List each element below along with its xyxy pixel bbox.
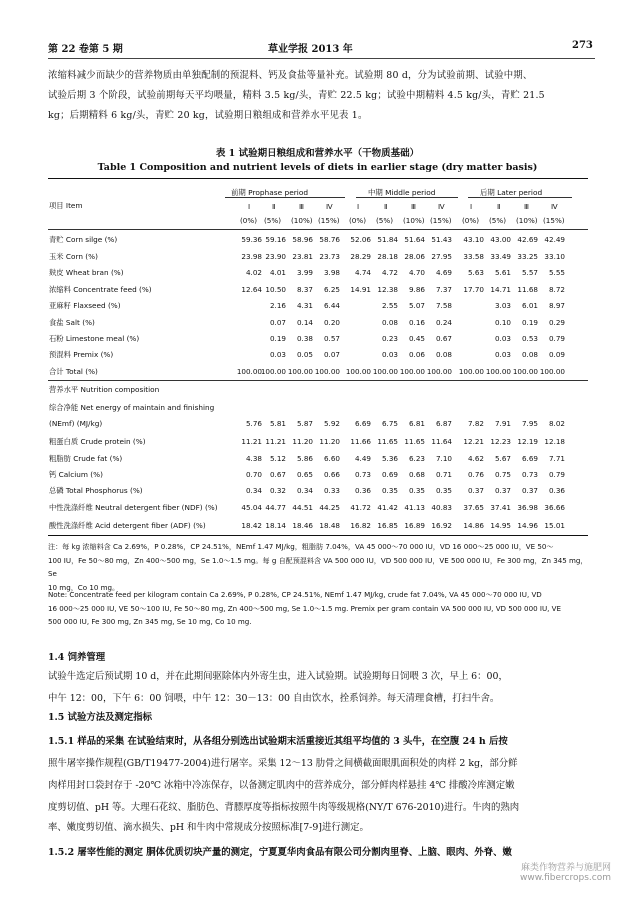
table-cell: 0.37 (521, 486, 538, 495)
table-cell: 4.70 (408, 268, 425, 277)
journal-volume: 第 22 卷第 5 期 (48, 44, 123, 55)
table-cell: 5.12 (269, 454, 286, 463)
table-cell: 6.23 (408, 454, 425, 463)
table-cell: 0.66 (323, 470, 340, 479)
table-cell: 5.36 (381, 454, 398, 463)
table-cell: 0.03 (381, 350, 398, 359)
table-cell: 42.69 (517, 235, 538, 244)
table-cell: 100.00 (314, 367, 340, 376)
table-cell: 100.00 (287, 367, 313, 376)
period-header: 后期 Later period (480, 188, 543, 197)
period-underline (468, 197, 572, 198)
item-header: 项目 Item (49, 201, 83, 210)
table-bottom-rule (48, 535, 588, 536)
table-cell: 4.38 (245, 454, 262, 463)
table-cell: 0.29 (548, 318, 565, 327)
table-cell: 16.82 (350, 521, 371, 530)
table-cell: 43.00 (490, 235, 511, 244)
table-cell: 23.73 (319, 252, 340, 261)
table-cell: 0.07 (269, 318, 286, 327)
body-line: 1.5.1 样品的采集 在试验结束时，从各组分别选出试验期末活重接近其组平均值的 3 头牛，在空腹 24 h 后按 (48, 736, 508, 747)
table-cell: 12.19 (517, 437, 538, 446)
table-cell: 0.03 (494, 350, 511, 359)
table-cell: 18.42 (241, 521, 262, 530)
table-cell: 0.08 (381, 318, 398, 327)
table-cell: 11.66 (350, 437, 371, 446)
group-percent: (15%) (543, 216, 565, 225)
table-cell: 15.01 (544, 521, 565, 530)
body-line: 试验牛选定后预试期 10 d，并在此期间驱除体内外寄生虫，进入试验期。试验期每日饲喂 3 次，早上 6：00， (48, 671, 508, 682)
group-percent: (15%) (430, 216, 452, 225)
table-cell: 0.14 (296, 318, 313, 327)
table-cell: 100.00 (485, 367, 511, 376)
note-line: 100 IU，Fe 50～80 mg，Zn 400～500 mg，Se 1.0～1.5 mg。每 g 自配预混料含 VA 500 000 IU，VD 500 000 IU，VE 500 000 IU，Fe 300 mg，Zn 345 mg，Se (48, 555, 588, 578)
table-cell: 6.81 (408, 419, 425, 428)
note-line: Note: Concentrate feed per kilogram contain Ca 2.69%, P 0.28%, CP 24.51%, NEmf 1.47 MJ/kg, crude fat 7.04%, VA 45 000～70 000 IU, VD (48, 590, 542, 599)
group-percent: (0%) (462, 216, 480, 225)
table-cell: 5.76 (245, 419, 262, 428)
table-cell: 42.49 (544, 235, 565, 244)
table-cell: 0.53 (521, 334, 538, 343)
note-en (48, 588, 593, 629)
note-line: 16 000～25 000 IU, VE 50～100 IU, Fe 50～80 mg, Zn 400～500 mg, Se 1.0～1.5 mg. Premix per gram contain VA 500 000 IU, VD 500 000 IU, VE (48, 603, 561, 613)
table-cell: 11.64 (431, 437, 452, 446)
table-cell: 0.20 (323, 318, 340, 327)
table-row-label: 预混料 Premix (%) (49, 350, 114, 359)
intro-line: 浓缩料减少而缺少的营养物质由单独配制的预混料、钙及食盐等量补充。试验期 80 d，分为试验前期、试验中期、 (48, 70, 533, 81)
table-cell: 0.03 (269, 350, 286, 359)
table-cell: 0.37 (467, 486, 484, 495)
table-cell: 33.58 (463, 252, 484, 261)
table-cell: 0.79 (548, 470, 565, 479)
body-line: 1.5.2 屠宰性能的测定 胴体优质切块产量的测定，宁夏夏华肉食品有限公司分割肉里脊、上脑、眼肉、外脊、嫩 (48, 847, 512, 858)
table-cell: 41.42 (377, 503, 398, 512)
table-row-label: 浓缩料 Concentrate feed (%) (49, 285, 152, 294)
table-cell: 59.16 (265, 235, 286, 244)
table-cell: 44.25 (319, 503, 340, 512)
table-cell: 23.90 (265, 252, 286, 261)
table-cell: 2.16 (269, 301, 286, 310)
table-cell: 8.37 (296, 285, 313, 294)
table-cell: 12.38 (377, 285, 398, 294)
table-cell: 16.92 (431, 521, 452, 530)
table-cell: 5.87 (296, 419, 313, 428)
table-cell: 10.50 (265, 285, 286, 294)
group-numeral: Ⅰ (470, 202, 473, 211)
table-cell: 14.96 (517, 521, 538, 530)
table-row-label: 综合净能 Net energy of maintain and finishing (49, 403, 215, 412)
table-cell: 0.32 (269, 486, 286, 495)
table-cell: 100.00 (458, 367, 484, 376)
section-heading: 1.5 试验方法及测定指标 (48, 712, 152, 723)
table-cell: 0.38 (296, 334, 313, 343)
group-numeral: Ⅳ (438, 202, 445, 211)
table-cell: 11.21 (241, 437, 262, 446)
table-cell: 28.29 (350, 252, 371, 261)
group-percent: (10%) (516, 216, 538, 225)
table-cell: 37.65 (463, 503, 484, 512)
table-cell: 8.02 (548, 419, 565, 428)
table-cell: 4.69 (435, 268, 452, 277)
table-cell: 0.73 (521, 470, 538, 479)
watermark-url: www.fibercrops.com (520, 873, 611, 883)
table-cell: 5.55 (548, 268, 565, 277)
table-cell: 12.18 (544, 437, 565, 446)
table-cell: 100.00 (512, 367, 538, 376)
table-cell: 4.62 (467, 454, 484, 463)
table-cell: 4.72 (381, 268, 398, 277)
table-cell: 6.87 (435, 419, 452, 428)
body-line: 度剪切值、pH 等。大理石花纹、脂肪色、背膘厚度等指标按照牛肉等级规格(NY/T 676-2010)进行。牛肉的熟肉 (48, 802, 520, 813)
table-cell: 6.69 (354, 419, 371, 428)
table-row-label: 营养水平 Nutrition composition (49, 385, 160, 394)
header-rule (48, 58, 595, 59)
group-percent: (15%) (318, 216, 340, 225)
table-cell: 14.71 (490, 285, 511, 294)
group-numeral: Ⅲ (299, 202, 304, 211)
table-cell: 0.45 (408, 334, 425, 343)
table-cell: 6.44 (323, 301, 340, 310)
table-cell: 100.00 (399, 367, 425, 376)
table-cell: 5.63 (467, 268, 484, 277)
table-top-rule (48, 178, 588, 179)
body-line: 率、嫩度剪切值、滴水损失、pH 和牛肉中常规成分按照标准[7-9]进行测定。 (48, 822, 369, 833)
table-cell: 7.58 (435, 301, 452, 310)
table-cell: 51.64 (404, 235, 425, 244)
note-cn (48, 540, 593, 594)
period-underline (356, 197, 458, 198)
table-cell: 33.49 (490, 252, 511, 261)
table-row-label: 中性洗涤纤维 Neutral detergent fiber (NDF) (%) (49, 503, 218, 512)
table-cell: 59.36 (241, 235, 262, 244)
table-cell: 23.98 (241, 252, 262, 261)
table-cell: 3.98 (323, 268, 340, 277)
table-cell: 0.05 (296, 350, 313, 359)
table-cell: 0.57 (323, 334, 340, 343)
table-cell: 51.43 (431, 235, 452, 244)
table-row-label: 合计 Total (%) (49, 367, 98, 376)
total-rule (48, 380, 588, 381)
group-numeral: Ⅰ (357, 202, 360, 211)
table-cell: 40.83 (431, 503, 452, 512)
table-cell: 2.55 (381, 301, 398, 310)
table-cell: 7.82 (467, 419, 484, 428)
intro-paragraph (48, 66, 588, 126)
table-cell: 44.77 (265, 503, 286, 512)
table-cell: 0.23 (381, 334, 398, 343)
table-cell: 0.24 (435, 318, 452, 327)
table-row-label: 粗脂肪 Crude fat (%) (49, 454, 123, 463)
table-cell: 58.76 (319, 235, 340, 244)
table-cell: 18.48 (319, 521, 340, 530)
table-cell: 5.86 (296, 454, 313, 463)
table-cell: 7.91 (494, 419, 511, 428)
group-numeral: Ⅳ (551, 202, 558, 211)
table-cell: 0.71 (435, 470, 452, 479)
table-cell: 44.51 (292, 503, 313, 512)
table-cell: 0.08 (435, 350, 452, 359)
table-cell: 28.06 (404, 252, 425, 261)
table-cell: 0.06 (408, 350, 425, 359)
table-cell: 8.72 (548, 285, 565, 294)
table-cell: 0.08 (521, 350, 538, 359)
table-cell: 7.37 (435, 285, 452, 294)
group-numeral: Ⅱ (384, 202, 388, 211)
table-cell: 0.16 (408, 318, 425, 327)
table-cell: 6.75 (381, 419, 398, 428)
table-cell: 33.25 (517, 252, 538, 261)
table-cell: 0.35 (381, 486, 398, 495)
page-number: 273 (572, 40, 593, 51)
table-cell: 100.00 (345, 367, 371, 376)
table-cell: 0.19 (269, 334, 286, 343)
watermark-cn: 麻类作物营养与施肥网 (520, 863, 611, 873)
table-cell: 17.70 (463, 285, 484, 294)
table-cell: 12.23 (490, 437, 511, 446)
table-cell: 0.03 (494, 334, 511, 343)
table-cell: 11.20 (319, 437, 340, 446)
note-line: 10 mg，Co 10 mg。 (48, 582, 120, 592)
table-cell: 5.92 (323, 419, 340, 428)
table-cell: 4.74 (354, 268, 371, 277)
table-row-label: 酸性洗涤纤维 Acid detergent fiber (ADF) (%) (49, 521, 206, 530)
table-cell: 18.14 (265, 521, 286, 530)
table-cell: 33.10 (544, 252, 565, 261)
table-cell: 0.76 (467, 470, 484, 479)
table-cell: 41.72 (350, 503, 371, 512)
table-cell: 6.60 (323, 454, 340, 463)
table-cell: 5.67 (494, 454, 511, 463)
table-cell: 0.36 (548, 486, 565, 495)
body-line: 中午 12：00，下午 6：00 饲喂，中午 12：30－13：00 自由饮水，拴系饲养。每天清理食槽，打扫牛舍。 (48, 693, 500, 704)
note-line: 500 000 IU, Fe 300 mg, Zn 345 mg, Se 10 mg, Co 10 mg. (48, 617, 252, 626)
table-cell: 0.37 (494, 486, 511, 495)
period-header: 前期 Prophase period (231, 188, 309, 197)
table-row-label: 钙 Calcium (%) (49, 470, 103, 479)
group-numeral: Ⅱ (272, 202, 276, 211)
table-cell: 0.07 (323, 350, 340, 359)
table-row-label: 总磷 Total Phosphorus (%) (49, 486, 143, 495)
table-cell: 0.75 (494, 470, 511, 479)
section-heading: 1.4 饲养管理 (48, 652, 106, 663)
table-cell: 11.65 (404, 437, 425, 446)
group-percent: (10%) (291, 216, 313, 225)
table-cell: 16.85 (377, 521, 398, 530)
table-cell: 5.61 (494, 268, 511, 277)
table-cell: 14.95 (490, 521, 511, 530)
table-cell: 0.73 (354, 470, 371, 479)
table-row-label: 青贮 Corn silge (%) (49, 235, 118, 244)
table-cell: 0.68 (408, 470, 425, 479)
table-cell: 8.97 (548, 301, 565, 310)
table-cell: 0.35 (408, 486, 425, 495)
table-cell: 14.91 (350, 285, 371, 294)
period-header: 中期 Middle period (368, 188, 436, 197)
table-cell: 0.65 (296, 470, 313, 479)
table-cell: 100.00 (236, 367, 262, 376)
body-line: 肉样用封口袋封存于 -20℃ 冰箱中冷冻保存，以备测定肌肉中的营养成分，部分鲜肉样悬挂 4℃ 排酸冷库测定嫩 (48, 780, 515, 791)
table-cell: 11.21 (265, 437, 286, 446)
group-percent: (5%) (489, 216, 507, 225)
group-numeral: Ⅲ (524, 202, 529, 211)
table-cell: 4.02 (245, 268, 262, 277)
table-cell: 9.86 (408, 285, 425, 294)
table-cell: 0.34 (296, 486, 313, 495)
table-cell: 0.69 (381, 470, 398, 479)
table-cell: 6.01 (521, 301, 538, 310)
table-cell: 100.00 (426, 367, 452, 376)
table-row-label: 麸皮 Wheat bran (%) (49, 268, 124, 277)
table-cell: 36.66 (544, 503, 565, 512)
table-row-label: (NEmf) (MJ/kg) (49, 419, 103, 428)
group-percent: (0%) (349, 216, 367, 225)
table-cell: 52.06 (350, 235, 371, 244)
table-cell: 11.65 (377, 437, 398, 446)
table-cell: 3.99 (296, 268, 313, 277)
table-cell: 11.68 (517, 285, 538, 294)
table-cell: 36.98 (517, 503, 538, 512)
table-cell: 0.09 (548, 350, 565, 359)
table-cell: 14.86 (463, 521, 484, 530)
table-cell: 0.36 (354, 486, 371, 495)
table-cell: 41.13 (404, 503, 425, 512)
table-cell: 7.71 (548, 454, 565, 463)
table-cell: 3.03 (494, 301, 511, 310)
table-cell: 0.67 (269, 470, 286, 479)
period-underline (225, 197, 345, 198)
table-cell: 18.46 (292, 521, 313, 530)
table-cell: 4.31 (296, 301, 313, 310)
table-cell: 100.00 (372, 367, 398, 376)
table-cell: 0.79 (548, 334, 565, 343)
group-numeral: Ⅲ (411, 202, 416, 211)
intro-line: 试验后期 3 个阶段，试验前期每天平均喂量，精料 3.5 kg/头，青贮 22.5 kg；试验中期精料 4.5 kg/头，青贮 21.5 (48, 90, 545, 101)
table-cell: 43.10 (463, 235, 484, 244)
table-caption-en: Table 1 Composition and nutrient levels of diets in earlier stage (dry matter basis) (97, 162, 538, 173)
intro-line: kg；后期精料 6 kg/头，青贮 20 kg，试验期日粮组成和营养水平见表 1。 (48, 110, 368, 121)
table-cell: 12.64 (241, 285, 262, 294)
table-cell: 0.67 (435, 334, 452, 343)
table-row-label: 粗蛋白质 Crude protein (%) (49, 437, 146, 446)
table-row-label: 食盐 Salt (%) (49, 318, 95, 327)
note-line: 注：每 kg 浓缩料含 Ca 2.69%，P 0.28%，CP 24.51%，NEmf 1.47 MJ/kg，粗脂肪 7.04%，VA 45 000～70 000 IU，VD 16 000～25 000 IU，VE 50～ (48, 542, 554, 551)
group-percent: (0%) (240, 216, 258, 225)
table-cell: 16.89 (404, 521, 425, 530)
table-cell: 27.95 (431, 252, 452, 261)
table-cell: 6.25 (323, 285, 340, 294)
table-cell: 58.96 (292, 235, 313, 244)
table-cell: 0.33 (323, 486, 340, 495)
table-row-label: 亚麻籽 Flaxseed (%) (49, 301, 121, 310)
table-cell: 100.00 (260, 367, 286, 376)
group-numeral: Ⅱ (497, 202, 501, 211)
group-percent: (5%) (376, 216, 394, 225)
header-bottom-rule (48, 229, 588, 230)
table-cell: 5.07 (408, 301, 425, 310)
table-cell: 7.10 (435, 454, 452, 463)
table-row-label: 玉米 Corn (%) (49, 252, 98, 261)
table-cell: 7.95 (521, 419, 538, 428)
table-cell: 12.21 (463, 437, 484, 446)
table-cell: 4.01 (269, 268, 286, 277)
table-row-label: 石粉 Limestone meal (%) (49, 334, 140, 343)
table-cell: 5.81 (269, 419, 286, 428)
group-numeral: Ⅳ (326, 202, 333, 211)
table-cell: 0.34 (245, 486, 262, 495)
table-cell: 28.18 (377, 252, 398, 261)
group-percent: (10%) (403, 216, 425, 225)
table-cell: 0.10 (494, 318, 511, 327)
table-cell: 11.20 (292, 437, 313, 446)
body-line: 照牛屠宰操作规程(GB/T19477-2004)进行屠宰。采集 12～13 肋骨之间横截面眼肌面积处的肉样 2 kg，部分鲜 (48, 758, 518, 769)
group-numeral: Ⅰ (248, 202, 251, 211)
table-cell: 6.69 (521, 454, 538, 463)
table-cell: 0.70 (245, 470, 262, 479)
table-cell: 45.04 (241, 503, 262, 512)
group-percent: (5%) (264, 216, 282, 225)
table-cell: 37.41 (490, 503, 511, 512)
table-cell: 0.35 (435, 486, 452, 495)
table-cell: 23.81 (292, 252, 313, 261)
journal-name: 草业学报 2013 年 (268, 44, 353, 55)
table-cell: 4.49 (354, 454, 371, 463)
table-caption-cn: 表 1 试验期日粮组成和营养水平（干物质基础） (215, 148, 420, 159)
table-cell: 0.19 (521, 318, 538, 327)
table-cell: 100.00 (539, 367, 565, 376)
table-cell: 5.57 (521, 268, 538, 277)
table-cell: 51.84 (377, 235, 398, 244)
